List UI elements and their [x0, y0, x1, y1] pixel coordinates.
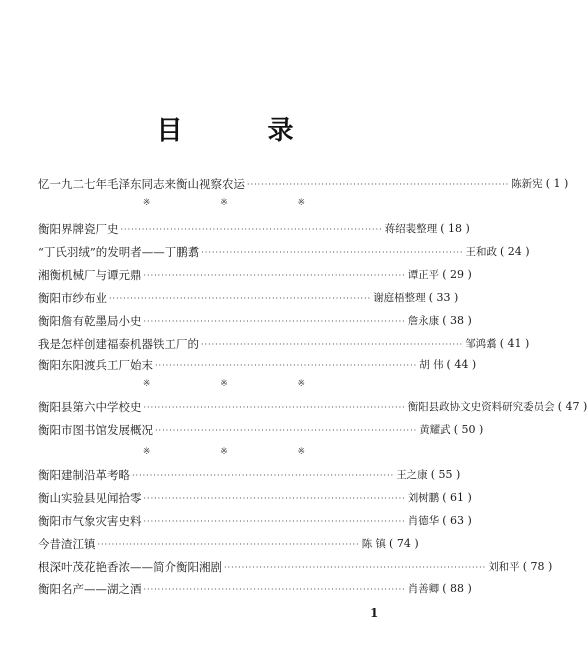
entry-author: 刘树鹏 [407, 492, 440, 504]
page-title: 目 录 [156, 116, 332, 146]
toc-entry[interactable] [38, 356, 477, 374]
entry-author: 王和政 [465, 246, 497, 258]
leader-dots: ·········································································· [247, 180, 510, 189]
entry-author: 谭正平 [407, 269, 440, 281]
entry-title: 根深叶茂花艳香浓——简介衡阳湘剧 [38, 560, 222, 574]
entry-page: ( 44 ) [446, 358, 477, 371]
separator-mark: ※ [220, 379, 228, 389]
entry-page: ( 18 ) [440, 222, 470, 235]
separator-mark: ※ [297, 447, 306, 457]
entry-author: 陈 镇 [361, 538, 387, 550]
entry-page: ( 41 ) [499, 337, 530, 350]
entry-author: 王之康 [396, 469, 428, 481]
toc-entry[interactable] [38, 466, 461, 484]
entry-author: 肖德华 [407, 515, 440, 527]
entry-author: 詹永康 [407, 315, 440, 327]
section-separator [38, 447, 410, 461]
entry-author: 黄耀武 [419, 424, 451, 436]
page-number: 1 [370, 606, 379, 620]
entry-page: ( 38 ) [442, 314, 472, 327]
entry-page: ( 50 ) [453, 423, 484, 436]
leader-dots: ·········································································· [201, 340, 464, 349]
toc-entry[interactable] [38, 243, 530, 261]
entry-page: ( 78 ) [522, 560, 553, 573]
entry-title: 忆一九二七年毛泽东同志来衡山视察农运 [38, 177, 245, 191]
entry-author: 刘和平 [488, 561, 520, 573]
entry-author: 邹鸿翥 [465, 338, 497, 350]
entry-title: 衡阳界牌瓷厂史 [38, 222, 119, 236]
leader-dots: ·········································································· [143, 403, 406, 412]
separator-mark: ※ [142, 198, 151, 208]
entry-title: 衡阳县第六中学校史 [38, 400, 142, 414]
entry-author: 衡阳县政协文史资料研究委员会 [407, 401, 555, 413]
entry-author: 陈新宪 [511, 178, 543, 190]
entry-page: ( 63 ) [442, 514, 472, 527]
toc-entry[interactable] [38, 558, 553, 576]
entry-title: 衡阳名产——湖之酒 [38, 582, 142, 596]
leader-dots: ·········································································· [120, 225, 383, 234]
leader-dots: ·········································································· [143, 317, 406, 326]
entry-page: ( 24 ) [499, 245, 530, 258]
entry-title: 衡阳市图书馆发展概况 [38, 423, 153, 437]
leader-dots: ·········································································· [143, 271, 406, 280]
leader-dots: ·········································································· [155, 426, 418, 435]
entry-page: ( 88 ) [442, 582, 472, 595]
entry-title: “丁氏羽绒”的发明者——丁鹏翥 [38, 245, 200, 259]
entry-title: 衡山实验县见闻拾零 [38, 491, 142, 505]
toc-entry[interactable] [38, 421, 484, 439]
entry-page: ( 47 ) [557, 400, 587, 413]
toc-entry[interactable] [38, 398, 587, 416]
separator-mark: ※ [142, 379, 151, 389]
leader-dots: ·········································································· [132, 471, 395, 480]
entry-page: ( 61 ) [442, 491, 472, 504]
entry-title: 今昔渣江镇 [38, 537, 96, 551]
leader-dots: ·········································································· [143, 494, 406, 503]
section-separator [38, 198, 410, 212]
leader-dots: ·········································································· [97, 540, 360, 549]
entry-title: 湘衡机械厂与谭元鼎 [38, 268, 142, 282]
toc-entry[interactable] [38, 175, 569, 193]
leader-dots: ·········································································· [155, 361, 418, 370]
toc-entry[interactable] [38, 312, 472, 330]
toc-entry[interactable] [38, 220, 470, 238]
separator-mark: ※ [297, 198, 306, 208]
leader-dots: ·········································································· [143, 517, 406, 526]
entry-title: 衡阳市气象灾害史料 [38, 514, 142, 528]
entry-title: 衡阳詹有乾墨局小史 [38, 314, 142, 328]
entry-page: ( 1 ) [545, 177, 569, 190]
leader-dots: ·········································································· [143, 585, 406, 594]
separator-mark: ※ [220, 447, 228, 457]
toc-entry[interactable] [38, 580, 472, 598]
separator-mark: ※ [297, 379, 306, 389]
toc-entry[interactable] [38, 266, 472, 284]
entry-page: ( 55 ) [430, 468, 461, 481]
entry-author: 蒋绍裴整理 [384, 223, 438, 235]
toc-entry[interactable] [38, 289, 459, 307]
toc-entry[interactable] [38, 489, 472, 507]
leader-dots: ·········································································· [109, 294, 372, 303]
entry-title: 衡阳建制沿革考略 [38, 468, 130, 482]
entry-page: ( 29 ) [442, 268, 472, 281]
leader-dots: ·········································································· [224, 563, 487, 572]
entry-title: 我是怎样创建福泰机器铁工厂的 [38, 337, 199, 351]
separator-mark: ※ [220, 198, 228, 208]
entry-page: ( 74 ) [389, 537, 419, 550]
section-separator [38, 379, 410, 393]
toc-entry[interactable] [38, 512, 472, 530]
entry-author: 肖善卿 [407, 583, 440, 595]
toc-entry[interactable] [38, 335, 530, 353]
separator-mark: ※ [142, 447, 151, 457]
entry-title: 衡阳东阳渡兵工厂始末 [38, 358, 153, 372]
toc-entry[interactable] [38, 535, 419, 553]
leader-dots: ·········································································· [201, 248, 464, 257]
entry-page: ( 33 ) [428, 291, 459, 304]
entry-author: 谢庭梧整理 [373, 292, 426, 304]
entry-title: 衡阳市纱布业 [38, 291, 107, 305]
entry-author: 胡 伟 [419, 359, 444, 371]
